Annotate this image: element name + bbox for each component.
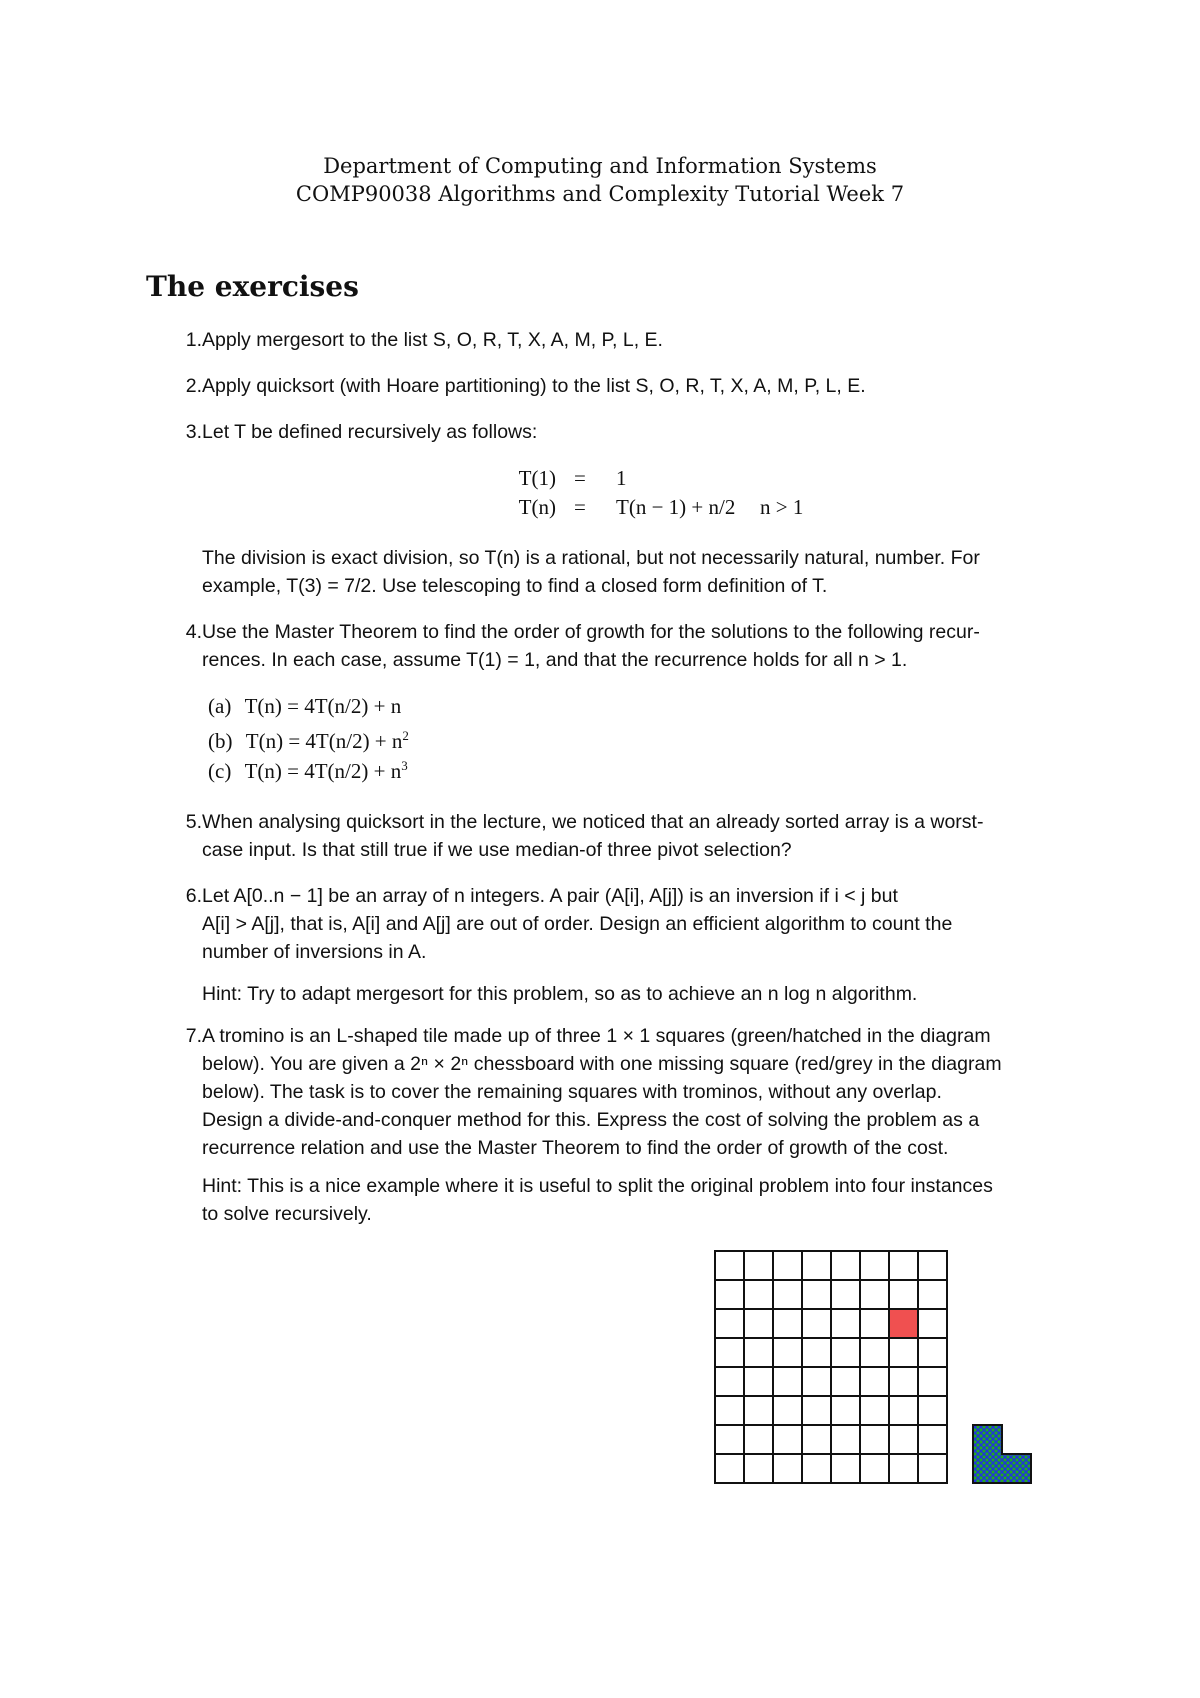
board-square	[715, 1454, 744, 1483]
subpart-a	[208, 692, 401, 720]
equation-1-rhs: 1	[616, 466, 627, 490]
board-square	[918, 1454, 947, 1483]
subpart-expression: T(n) = 4T(n/2) + n	[244, 694, 402, 718]
equation-2-lhs: T(n)	[518, 495, 556, 519]
board-square	[860, 1396, 889, 1425]
board-square	[802, 1251, 831, 1280]
board-square	[802, 1367, 831, 1396]
board-square	[889, 1251, 918, 1280]
exercise-line: When analysing quicksort in the lecture, we noticed that an already sorted array is a worst-	[202, 811, 984, 833]
board-square	[831, 1396, 860, 1425]
exercise-line: A[i] > A[j], that is, A[i] and A[j] are out of order. Design an efficient algorithm to count the	[202, 913, 953, 935]
board-square	[831, 1338, 860, 1367]
document-header	[0, 152, 1200, 208]
board-square	[831, 1454, 860, 1483]
board-square	[744, 1280, 773, 1309]
board-square	[744, 1309, 773, 1338]
board-square	[715, 1367, 744, 1396]
equation-2-rhs: T(n − 1) + n/2	[616, 495, 736, 519]
exercise-line: case input. Is that still true if we use median-of three pivot selection?	[202, 839, 792, 861]
tromino-shape	[973, 1425, 1031, 1483]
board-square	[889, 1425, 918, 1454]
exercise-line: number of inversions in A.	[202, 941, 427, 963]
board-square	[889, 1396, 918, 1425]
board-square	[744, 1251, 773, 1280]
board-square	[773, 1338, 802, 1367]
board-square	[744, 1425, 773, 1454]
paragraph-line: example, T(3) = 7/2. Use telescoping to find a closed form definition of T.	[202, 575, 828, 597]
board-square	[889, 1367, 918, 1396]
course-title-line: COMP90038 Algorithms and Complexity Tutorial Week 7	[295, 182, 905, 206]
exercise-line: rences. In each case, assume T(1) = 1, and that the recurrence holds for all n > 1.	[202, 649, 908, 671]
board-square	[918, 1309, 947, 1338]
board-square	[744, 1338, 773, 1367]
board-square	[802, 1396, 831, 1425]
board-square	[773, 1396, 802, 1425]
board-square	[802, 1338, 831, 1367]
chessboard-diagram	[714, 1250, 946, 1482]
exercise-line: Design a divide-and-conquer method for this. Express the cost of solving the problem as a	[202, 1109, 980, 1131]
subpart-exponent: 3	[401, 758, 408, 773]
board-square	[831, 1309, 860, 1338]
subpart-expression: T(n) = 4T(n/2) + n	[245, 729, 403, 753]
subpart-label: (c)	[208, 759, 232, 783]
exercise-line: below). You are given a 2ⁿ × 2ⁿ chessboard with one missing square (red/grey in the diagram	[202, 1053, 1002, 1075]
exercise-line: Use the Master Theorem to find the order of growth for the solutions to the following recur-	[202, 621, 980, 643]
exercise-text: Apply mergesort to the list S, O, R, T, X, A, M, P, L, E.	[202, 329, 663, 351]
exercise-number: 1.	[185, 329, 202, 351]
board-square	[773, 1454, 802, 1483]
board-square	[802, 1454, 831, 1483]
equation-2-condition: n > 1	[760, 495, 804, 519]
exercise-number: 5.	[185, 811, 202, 833]
board-square	[802, 1309, 831, 1338]
exercise-hint: Hint: This is a nice example where it is useful to split the original problem into four instances	[202, 1175, 993, 1197]
board-square	[860, 1338, 889, 1367]
subpart-b	[208, 722, 409, 755]
board-square	[918, 1425, 947, 1454]
board-square	[860, 1280, 889, 1309]
board-square	[715, 1338, 744, 1367]
board-square	[918, 1280, 947, 1309]
subpart-label: (b)	[208, 729, 233, 753]
exercise-number: 4.	[185, 621, 202, 643]
subpart-expression: T(n) = 4T(n/2) + n	[244, 759, 402, 783]
exercise-number: 2.	[185, 375, 202, 397]
board-square	[918, 1367, 947, 1396]
exercise-line: recurrence relation and use the Master Theorem to find the order of growth of the cost.	[202, 1137, 949, 1159]
board-square	[831, 1425, 860, 1454]
board-square	[860, 1309, 889, 1338]
board-square	[860, 1251, 889, 1280]
exercise-line: Let A[0..n − 1] be an array of n integers. A pair (A[i], A[j]) is an inversion if i < j but	[202, 885, 898, 907]
board-square	[773, 1425, 802, 1454]
board-square	[802, 1425, 831, 1454]
exercise-text: Apply quicksort (with Hoare partitioning) to the list S, O, R, T, X, A, M, P, L, E.	[202, 375, 866, 397]
board-square	[773, 1367, 802, 1396]
department-line: Department of Computing and Information Systems	[323, 154, 877, 178]
exercise-number: 6.	[185, 885, 202, 907]
exercise-line: below). The task is to cover the remaining squares with trominos, without any overlap.	[202, 1081, 942, 1103]
board-square	[715, 1396, 744, 1425]
board-square	[860, 1425, 889, 1454]
board-square	[802, 1280, 831, 1309]
exercise-line: A tromino is an L-shaped tile made up of three 1 × 1 squares (green/hatched in the diagram	[202, 1025, 991, 1047]
board-square	[831, 1280, 860, 1309]
subpart-label: (a)	[208, 694, 232, 718]
subpart-c	[208, 752, 408, 785]
board-square	[744, 1396, 773, 1425]
board-square	[715, 1251, 744, 1280]
equation-1-lhs: T(1)	[518, 466, 556, 490]
paragraph-line: The division is exact division, so T(n) is a rational, but not necessarily natural, number. For	[202, 547, 980, 569]
board-square	[715, 1280, 744, 1309]
board-square	[889, 1454, 918, 1483]
board-square	[773, 1251, 802, 1280]
board-square	[889, 1280, 918, 1309]
exercise-hint: to solve recursively.	[202, 1203, 372, 1225]
board-square	[918, 1251, 947, 1280]
subpart-exponent: 2	[402, 728, 409, 743]
exercise-number: 3.	[185, 421, 202, 443]
board-square	[744, 1367, 773, 1396]
exercise-intro: Let T be defined recursively as follows:	[202, 421, 538, 443]
board-square	[860, 1367, 889, 1396]
board-square	[715, 1425, 744, 1454]
board-square	[744, 1454, 773, 1483]
equation-2-relation: =	[574, 495, 586, 519]
board-square	[831, 1367, 860, 1396]
board-square	[773, 1309, 802, 1338]
equation-1-relation: =	[574, 466, 586, 490]
board-square	[831, 1251, 860, 1280]
section-title: The exercises	[146, 270, 359, 303]
board-square	[715, 1309, 744, 1338]
board-square	[918, 1396, 947, 1425]
exercise-hint: Hint: Try to adapt mergesort for this problem, so as to achieve an n log n algorithm.	[202, 983, 918, 1005]
missing-square	[889, 1309, 918, 1338]
board-square	[860, 1454, 889, 1483]
board-square	[918, 1338, 947, 1367]
exercise-number: 7.	[185, 1025, 202, 1047]
board-square	[773, 1280, 802, 1309]
tromino-tile	[972, 1424, 1032, 1484]
board-square	[889, 1338, 918, 1367]
